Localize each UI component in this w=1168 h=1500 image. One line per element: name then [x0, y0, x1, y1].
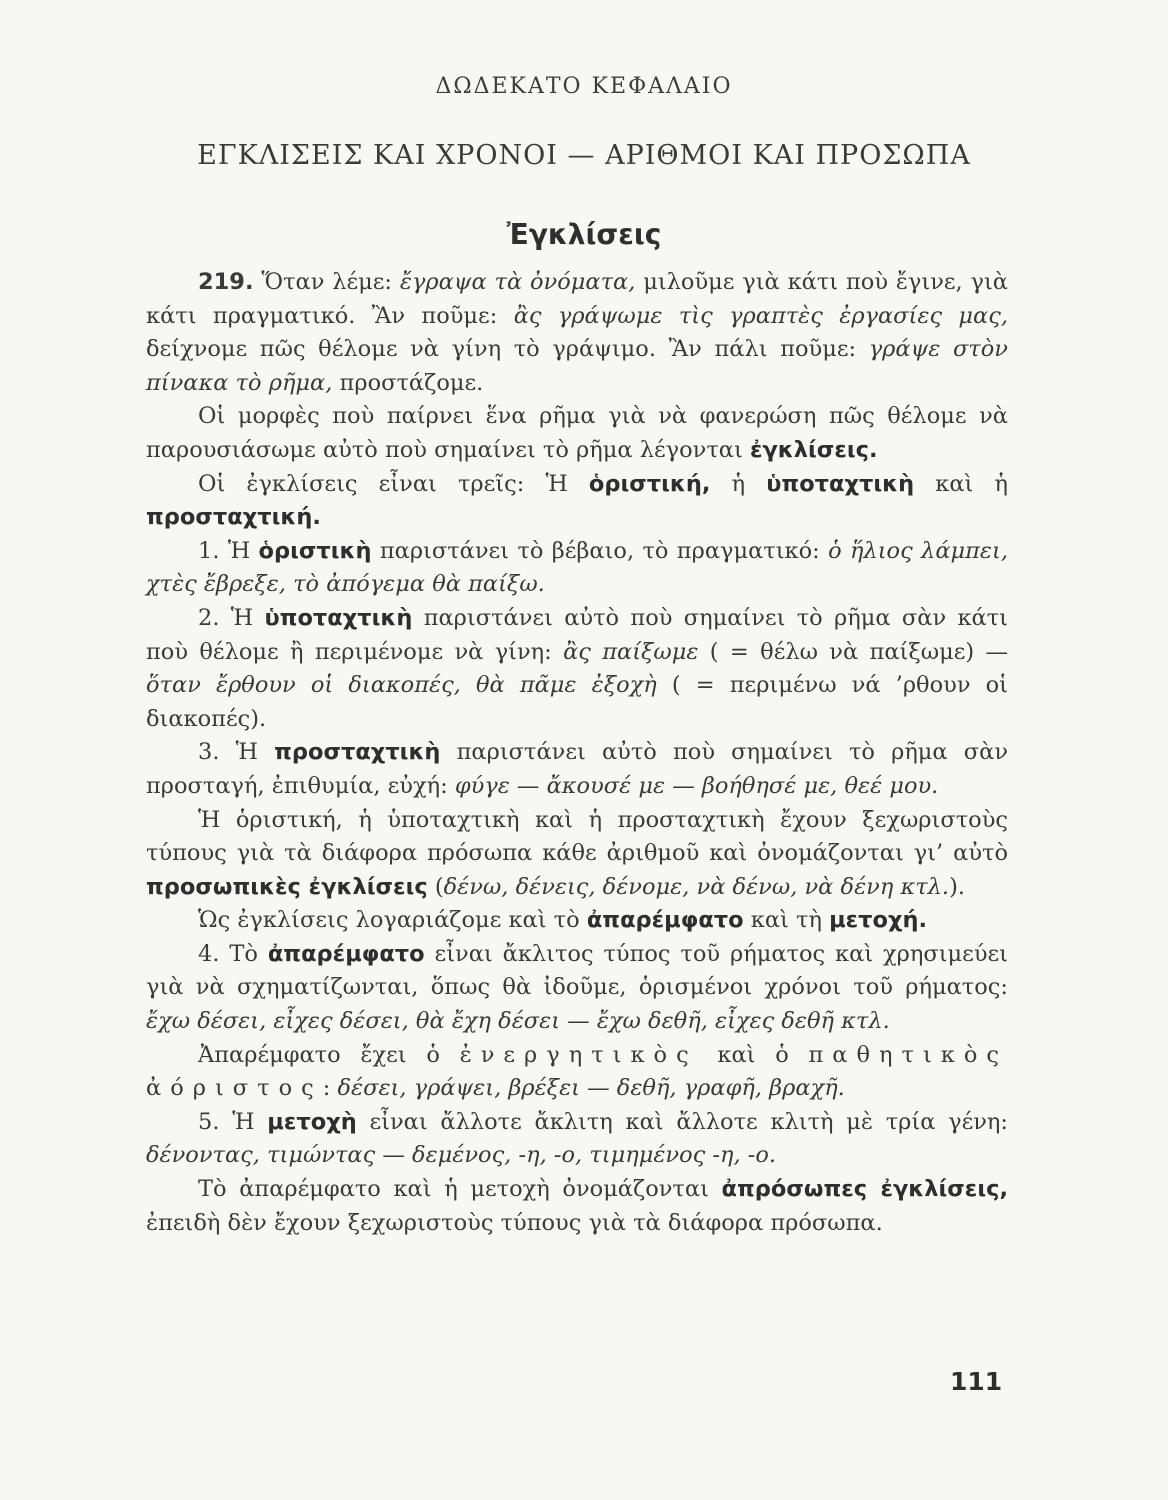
text-run: Ὅταν λέμε:: [253, 269, 400, 295]
term: προσωπικὲς ἐγκλίσεις: [146, 873, 428, 900]
term: μετοχή.: [829, 907, 928, 934]
page-number: 111: [950, 1367, 1003, 1396]
item-number: 3.: [198, 739, 220, 766]
term: ὑποταχτικὴ: [766, 470, 915, 497]
term: ὁριστική,: [588, 470, 711, 497]
paragraph-impersonal-moods: [146, 1173, 1008, 1240]
chapter-heading: ΔΩΔΕΚΑΤΟ ΚΕΦΑΛΑΙΟ: [435, 74, 733, 99]
text-run: ).: [949, 873, 965, 900]
term: μετοχὴ: [267, 1108, 357, 1135]
text-run: Ὡς ἐγκλίσεις λογαριάζομε καὶ τὸ: [198, 907, 587, 934]
term: ὑποταχτικὴ: [264, 604, 413, 631]
example: δένω, δένεις, δένομε, νὰ δένω, νὰ δένη κτλ.: [443, 873, 950, 900]
text-run: καὶ ἡ: [914, 470, 1008, 497]
text-run: Ἡ: [219, 604, 265, 631]
item-number: 4.: [198, 940, 220, 967]
item-number: 5.: [198, 1108, 220, 1135]
term: προσταχτικὴ: [274, 739, 441, 766]
text-run: μιλοῦμε γιὰ κάτι ποὺ ἔγινε, γιὰ κάτι πραγματικό. Ἂν ποῦμε:: [146, 269, 1008, 329]
paragraph-subjunctive: [146, 602, 1008, 736]
spaced-term: παθητικὸς ἀόριστος: [146, 1041, 1008, 1102]
paragraph-imperative: [146, 736, 1008, 803]
example: γράψε στὸν πίνακα τὸ ρῆμα,: [146, 336, 1008, 396]
example: ἂς παίξωμε: [563, 638, 699, 665]
text-run: εἶναι ἄλλοτε ἄκλιτη καὶ ἄλλοτε κλιτὴ μὲ τρία γένη:: [356, 1108, 1008, 1135]
text-run: :: [322, 1075, 338, 1102]
text-run: Τὸ ἀπαρέμφατο καὶ ἡ μετοχὴ ὀνομάζονται: [198, 1176, 722, 1203]
text-run: Οἱ μορφὲς ποὺ παίρνει ἕνα ρῆμα γιὰ νὰ φανερώση πῶς θέλομε νὰ παρουσιάσωμε αὐτὸ ποὺ σημαίνει τὸ ρῆμα λέγονται: [146, 403, 1008, 463]
paragraph-definition: [146, 400, 1008, 467]
text-run: Τὸ: [219, 940, 268, 967]
text-run: δείχνομε πῶς θέλομε νὰ γίνη τὸ γράψιμο. Ἂν πάλι ποῦμε:: [146, 336, 869, 363]
text-run: παριστάνει αὐτὸ ποὺ σημαίνει τὸ ρῆμα σὰν κάτι ποὺ θέλομε ἢ περιμένομε νὰ γίνη:: [146, 604, 1008, 665]
term: ἐγκλίσεις.: [749, 436, 878, 463]
text-run: παριστάνει αὐτὸ ποὺ σημαίνει τὸ ρῆμα σὰν προσταγή, ἐπιθυμία, εὐχή:: [146, 739, 1008, 799]
example: δέσει, γράψει, βρέξει — δεθῆ, γραφῆ, βραχῆ.: [337, 1075, 845, 1102]
spaced-term: ἐνεργητικὸς: [459, 1041, 698, 1068]
text-run: ἐπειδὴ δὲν ἔχουν ξεχωριστοὺς τύπους γιὰ τὰ διάφορα πρόσωπα.: [146, 1209, 883, 1236]
text-run: (: [427, 873, 444, 900]
example: ὅταν ἔρθουν οἱ διακοπές, θὰ πᾶμε ἐξοχὴ: [146, 672, 657, 699]
example: ἔχω δέσει, εἶχες δέσει, θὰ ἔχη δέσει — ἔχω δεθῆ, εἶχες δεθῆ κτλ.: [146, 1008, 890, 1035]
term: ἀπαρέμφατο: [586, 907, 744, 934]
paragraph-three-moods: [146, 468, 1008, 535]
paragraph-participle: [146, 1106, 1008, 1173]
term: ἀπρόσωπες ἐγκλίσεις,: [721, 1176, 1008, 1203]
term: ὁριστικὴ: [258, 537, 372, 564]
section-heading: Ἐγκλίσεις: [506, 218, 662, 251]
term: ἀπαρέμφατο: [267, 940, 425, 967]
paragraph-personal-moods: [146, 804, 1008, 905]
example: φύγε — ἄκουσέ με — βοήθησέ με, θεέ μου.: [454, 772, 939, 799]
text-run: παριστάνει τὸ βέβαιο, τὸ πραγματικό:: [371, 537, 829, 564]
example: ἔγραψα τὰ ὀνόματα,: [399, 269, 636, 295]
text-run: καὶ ὁ: [697, 1041, 809, 1068]
example: ἂς γράψωμε τὶς γραπτὲς ἐργασίες μας,: [513, 302, 1009, 329]
text-run: καὶ τὴ: [743, 907, 830, 934]
paragraph-aorist: [146, 1039, 1008, 1106]
paragraph-219: [146, 266, 1008, 400]
text-run: Ἡ ὁριστική, ἡ ὑποταχτικὴ καὶ ἡ προσταχτικὴ ἔχουν ξεχωριστοὺς τύπους γιὰ τὰ διάφορα πρόσωπα κάθε ἀριθμοῦ καὶ ὀνομάζονται γι’ αὐτὸ: [146, 806, 1008, 867]
text-run: Ἀπαρέμφατο ἔχει ὁ: [198, 1041, 460, 1068]
example: δένοντας, τιμώντας — δεμένος, -η, -ο, τιμημένος -η, -ο.: [146, 1142, 777, 1169]
body-text: [146, 266, 1008, 1240]
text-run: Ἡ: [219, 1108, 268, 1135]
text-run: εἶναι ἄκλιτος τύπος τοῦ ρήματος καὶ χρησιμεύει γιὰ νὰ σχηματίζωνται, ὅπως θὰ ἰδοῦμε, ὁρισμένοι χρόνοι τοῦ ρήματος:: [146, 940, 1008, 1001]
chapter-title: ΕΓΚΛΙΣΕΙΣ ΚΑΙ ΧΡΟΝΟΙ — ΑΡΙΘΜΟΙ ΚΑΙ ΠΡΟΣΩΠΑ: [197, 140, 971, 171]
text-run: Οἱ ἐγκλίσεις εἶναι τρεῖς: Ἡ: [198, 470, 589, 497]
paragraph-number: 219.: [198, 269, 254, 295]
paragraph-indicative: [146, 535, 1008, 602]
text-run: Ἡ: [219, 537, 259, 564]
paragraph-infinitive: [146, 938, 1008, 1039]
text-run: ἡ: [710, 470, 767, 497]
example: ὁ ἥλιος λάμπει, χτὲς ἔβρεξε, τὸ ἀπόγεμα θὰ παίξω.: [146, 537, 1008, 598]
term: προσταχτική.: [146, 504, 321, 531]
text-run: ( = θέλω νὰ παίξωμε) —: [698, 638, 1008, 665]
item-number: 1.: [198, 537, 220, 564]
paragraph-infinitive-participle: [146, 904, 1008, 938]
text-run: ( = περιμένω νά ’ρθουν οἱ διακοπές).: [146, 672, 1008, 732]
item-number: 2.: [198, 604, 220, 631]
text-run: προστάζομε.: [332, 369, 484, 396]
text-run: Ἡ: [219, 739, 275, 766]
